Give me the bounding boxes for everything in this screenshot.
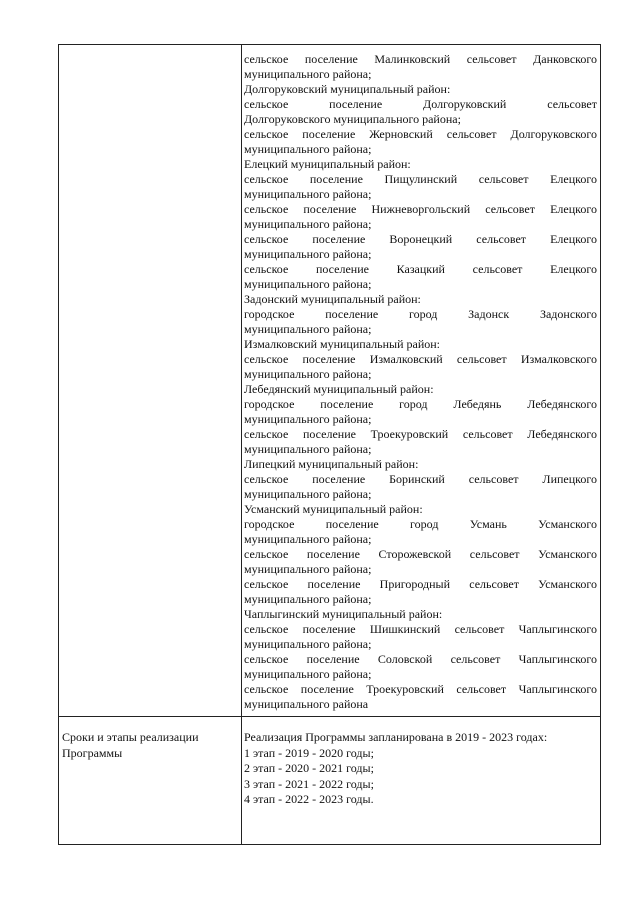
municipality-text-line: муниципального района;	[244, 217, 372, 231]
municipality-text-line: муниципального района;	[244, 322, 372, 336]
municipality-text-line: городское поселение город Лебедянь Лебедянского	[244, 397, 597, 411]
municipality-text-line: муниципального района;	[244, 412, 372, 426]
municipality-text-line: сельское поселение Сторожевской сельсовет Усманского	[244, 547, 597, 561]
municipality-text-line: муниципального района;	[244, 187, 372, 201]
municipality-text-line: Измалковский муниципальный район:	[244, 337, 440, 351]
municipality-text-line: сельское поселение Троекуровский сельсовет Лебедянского	[244, 427, 597, 441]
row-divider	[59, 716, 600, 717]
municipality-text-line: сельское поселение Пищулинский сельсовет Елецкого	[244, 172, 597, 186]
municipality-text-line: муниципального района;	[244, 277, 372, 291]
program-passport-table	[58, 44, 601, 845]
municipality-text-line: муниципального района;	[244, 367, 372, 381]
municipality-text-line: Елецкий муниципальный район:	[244, 157, 411, 171]
timeline-stage-2: 2 этап - 2020 - 2021 годы;	[244, 761, 374, 775]
municipality-text-line: сельское поселение Пригородный сельсовет Усманского	[244, 577, 597, 591]
municipality-text-line: муниципального района	[244, 697, 369, 711]
municipality-text-line: сельское поселение Долгоруковский сельсовет	[244, 97, 597, 111]
municipality-text-line: Долгоруковский муниципальный район:	[244, 82, 451, 96]
municipality-text-line: сельское поселение Соловской сельсовет Чаплыгинского	[244, 652, 597, 666]
municipality-text-line: сельское поселение Шишкинский сельсовет Чаплыгинского	[244, 622, 597, 636]
municipality-text-line: сельское поселение Боринский сельсовет Липецкого	[244, 472, 597, 486]
municipality-text-line: городское поселение город Усмань Усманского	[244, 517, 597, 531]
municipality-text-line: сельское поселение Нижневоргольский сельсовет Елецкого	[244, 202, 597, 216]
municipality-text-line: городское поселение город Задонск Задонского	[244, 307, 597, 321]
municipality-text-line: муниципального района;	[244, 442, 372, 456]
timeline-label-line-1: Сроки и этапы реализации	[62, 730, 199, 744]
timeline-stage-1: 1 этап - 2019 - 2020 годы;	[244, 745, 374, 760]
municipality-text-line: муниципального района;	[244, 247, 372, 261]
municipality-text-line: Чаплыгинский муниципальный район:	[244, 607, 443, 621]
municipality-text-line: муниципального района;	[244, 637, 372, 651]
municipality-text-line: муниципального района;	[244, 487, 372, 501]
municipality-text-line: муниципального района;	[244, 667, 372, 681]
municipality-text-line: Усманский муниципальный район:	[244, 502, 423, 516]
municipality-text-line: Задонский муниципальный район:	[244, 292, 421, 306]
timeline-label-line-2: Программы	[62, 745, 123, 760]
municipality-text-line: сельское поселение Казацкий сельсовет Елецкого	[244, 262, 597, 276]
municipality-text-line: сельское поселение Малинковский сельсовет Данковского	[244, 52, 597, 66]
column-divider	[241, 45, 242, 844]
municipality-text-line: сельское поселение Троекуровский сельсовет Чаплыгинского	[244, 682, 597, 696]
timeline-stage-4: 4 этап - 2022 - 2023 годы.	[244, 792, 374, 806]
municipality-text-line: Липецкий муниципальный район:	[244, 457, 419, 471]
municipality-text-line: сельское поселение Воронецкий сельсовет Елецкого	[244, 232, 597, 246]
municipalities-list-cell	[244, 52, 597, 712]
timeline-label-cell	[62, 730, 238, 761]
municipality-text-line: Долгоруковского муниципального района;	[244, 112, 461, 126]
municipality-text-line: сельское поселение Измалковский сельсовет Измалковского	[244, 352, 597, 366]
municipality-text-line: муниципального района;	[244, 532, 372, 546]
municipality-text-line: Лебедянский муниципальный район:	[244, 382, 434, 396]
municipality-text-line: сельское поселение Жерновский сельсовет Долгоруковского	[244, 127, 597, 141]
timeline-content-cell	[244, 730, 597, 808]
municipality-text-line: муниципального района;	[244, 67, 372, 81]
municipality-text-line: муниципального района;	[244, 592, 372, 606]
municipality-text-line: муниципального района;	[244, 562, 372, 576]
timeline-stage-3: 3 этап - 2021 - 2022 годы;	[244, 776, 374, 791]
municipality-text-line: муниципального района;	[244, 142, 372, 156]
timeline-summary-line: Реализация Программы запланирована в 2019 - 2023 годах:	[244, 730, 548, 744]
